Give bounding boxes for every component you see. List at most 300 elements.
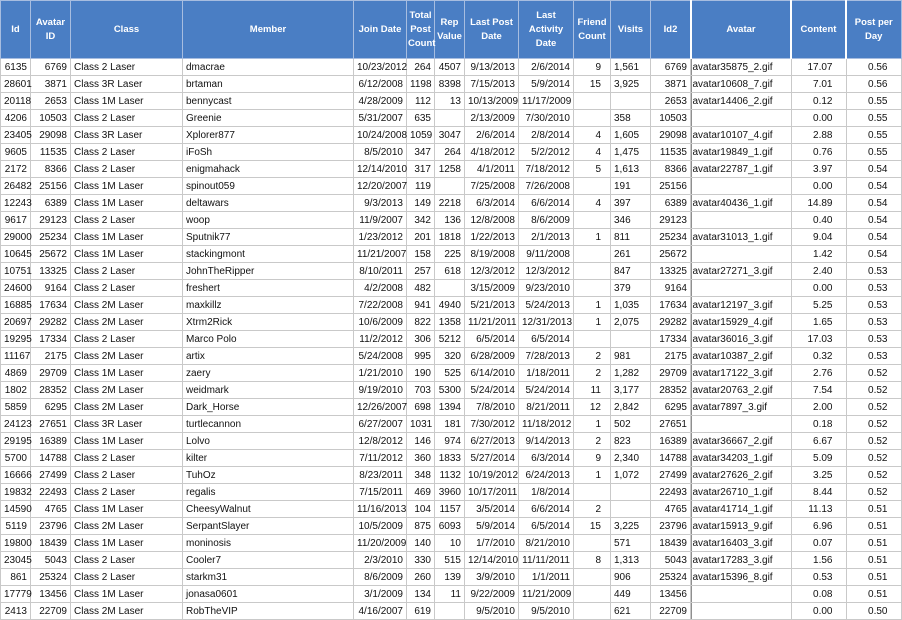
cell-visits[interactable]: 621 [611, 603, 651, 620]
cell-class[interactable]: Class 1M Laser [71, 178, 183, 195]
table-row[interactable] [691, 161, 901, 178]
cell-id[interactable]: 24123 [1, 416, 31, 433]
cell-post-per-day[interactable]: 0.54 [846, 195, 901, 212]
cell-id2[interactable]: 27499 [651, 467, 691, 484]
cell-avatar-id[interactable]: 28352 [31, 382, 71, 399]
cell-class[interactable]: Class 2 Laser [71, 569, 183, 586]
cell-rep-value[interactable] [435, 280, 465, 297]
header-post-per-day[interactable]: Post per Day [846, 1, 901, 59]
cell-last-post-date[interactable]: 5/21/2013 [465, 297, 519, 314]
table-row[interactable] [1, 229, 691, 246]
cell-member[interactable]: deltawars [183, 195, 354, 212]
cell-last-post-date[interactable]: 7/8/2010 [465, 399, 519, 416]
cell-total-post-count[interactable]: 698 [407, 399, 435, 416]
cell-rep-value[interactable]: 10 [435, 535, 465, 552]
cell-rep-value[interactable]: 136 [435, 212, 465, 229]
table-row[interactable] [691, 314, 901, 331]
cell-rep-value[interactable]: 1132 [435, 467, 465, 484]
cell-avatar[interactable]: avatar12197_3.gif [691, 297, 791, 314]
cell-avatar[interactable]: avatar7897_3.gif [691, 399, 791, 416]
cell-post-per-day[interactable]: 0.52 [846, 399, 901, 416]
cell-last-post-date[interactable]: 9/22/2009 [465, 586, 519, 603]
cell-class[interactable]: Class 1M Laser [71, 229, 183, 246]
cell-rep-value[interactable]: 264 [435, 144, 465, 161]
cell-avatar-id[interactable]: 2653 [31, 93, 71, 110]
table-row[interactable] [691, 110, 901, 127]
cell-visits[interactable]: 811 [611, 229, 651, 246]
cell-last-post-date[interactable]: 9/13/2013 [465, 59, 519, 76]
cell-member[interactable]: Greenie [183, 110, 354, 127]
table-row[interactable] [1, 331, 691, 348]
cell-member[interactable]: CheesyWalnut [183, 501, 354, 518]
table-row[interactable] [1, 433, 691, 450]
cell-id2[interactable]: 10503 [651, 110, 691, 127]
cell-member[interactable]: spinout059 [183, 178, 354, 195]
cell-visits[interactable]: 1,282 [611, 365, 651, 382]
table-row[interactable] [691, 127, 901, 144]
cell-id[interactable]: 17779 [1, 586, 31, 603]
cell-avatar-id[interactable]: 29282 [31, 314, 71, 331]
cell-class[interactable]: Class 2M Laser [71, 314, 183, 331]
table-row[interactable] [1, 382, 691, 399]
cell-friend-count[interactable]: 8 [574, 552, 611, 569]
cell-post-per-day[interactable]: 0.51 [846, 569, 901, 586]
cell-last-activity-date[interactable]: 1/8/2014 [519, 484, 574, 501]
cell-total-post-count[interactable]: 1198 [407, 76, 435, 93]
cell-avatar-id[interactable]: 2175 [31, 348, 71, 365]
cell-class[interactable]: Class 3R Laser [71, 416, 183, 433]
cell-member[interactable]: zaery [183, 365, 354, 382]
cell-content[interactable]: 6.96 [791, 518, 846, 535]
cell-visits[interactable]: 1,035 [611, 297, 651, 314]
cell-rep-value[interactable]: 1833 [435, 450, 465, 467]
table-row[interactable] [1, 484, 691, 501]
cell-member[interactable]: stackingmont [183, 246, 354, 263]
cell-member[interactable]: iFoSh [183, 144, 354, 161]
cell-join-date[interactable]: 7/22/2008 [354, 297, 407, 314]
cell-visits[interactable]: 1,561 [611, 59, 651, 76]
header-visits[interactable]: Visits [611, 1, 651, 59]
cell-last-activity-date[interactable]: 9/5/2010 [519, 603, 574, 620]
cell-visits[interactable]: 981 [611, 348, 651, 365]
cell-join-date[interactable]: 4/16/2007 [354, 603, 407, 620]
cell-content[interactable]: 0.07 [791, 535, 846, 552]
cell-id2[interactable]: 6295 [651, 399, 691, 416]
cell-avatar-id[interactable]: 22493 [31, 484, 71, 501]
cell-last-post-date[interactable]: 3/5/2014 [465, 501, 519, 518]
cell-total-post-count[interactable]: 469 [407, 484, 435, 501]
cell-id[interactable]: 29000 [1, 229, 31, 246]
cell-id[interactable]: 16885 [1, 297, 31, 314]
cell-post-per-day[interactable]: 0.53 [846, 331, 901, 348]
cell-last-post-date[interactable]: 7/25/2008 [465, 178, 519, 195]
table-row[interactable] [1, 365, 691, 382]
cell-member[interactable]: kilter [183, 450, 354, 467]
table-row[interactable] [691, 178, 901, 195]
cell-avatar[interactable]: avatar41714_1.gif [691, 501, 791, 518]
cell-avatar-id[interactable]: 4765 [31, 501, 71, 518]
cell-id[interactable]: 29195 [1, 433, 31, 450]
cell-rep-value[interactable]: 8398 [435, 76, 465, 93]
cell-id2[interactable]: 25234 [651, 229, 691, 246]
cell-id[interactable]: 28601 [1, 76, 31, 93]
table-row[interactable] [691, 144, 901, 161]
cell-rep-value[interactable]: 5300 [435, 382, 465, 399]
cell-avatar-id[interactable]: 11535 [31, 144, 71, 161]
cell-visits[interactable]: 502 [611, 416, 651, 433]
header-last-activity-date[interactable]: Last Activity Date [519, 1, 574, 59]
cell-last-post-date[interactable]: 2/6/2014 [465, 127, 519, 144]
cell-content[interactable]: 0.00 [791, 178, 846, 195]
table-row[interactable] [691, 569, 901, 586]
cell-visits[interactable]: 847 [611, 263, 651, 280]
cell-avatar[interactable]: avatar31013_1.gif [691, 229, 791, 246]
cell-last-post-date[interactable]: 12/3/2012 [465, 263, 519, 280]
cell-content[interactable]: 5.25 [791, 297, 846, 314]
cell-avatar-id[interactable]: 25156 [31, 178, 71, 195]
cell-content[interactable]: 0.53 [791, 569, 846, 586]
cell-content[interactable]: 14.89 [791, 195, 846, 212]
table-row[interactable] [1, 127, 691, 144]
cell-avatar-id[interactable]: 17634 [31, 297, 71, 314]
cell-id2[interactable]: 28352 [651, 382, 691, 399]
table-row[interactable] [1, 280, 691, 297]
cell-last-post-date[interactable]: 6/5/2014 [465, 331, 519, 348]
cell-join-date[interactable]: 8/10/2011 [354, 263, 407, 280]
cell-total-post-count[interactable]: 347 [407, 144, 435, 161]
cell-last-activity-date[interactable]: 6/6/2014 [519, 195, 574, 212]
cell-last-activity-date[interactable]: 8/6/2009 [519, 212, 574, 229]
cell-total-post-count[interactable]: 112 [407, 93, 435, 110]
cell-content[interactable]: 9.04 [791, 229, 846, 246]
cell-avatar[interactable] [691, 110, 791, 127]
cell-visits[interactable] [611, 501, 651, 518]
cell-total-post-count[interactable]: 104 [407, 501, 435, 518]
cell-id[interactable]: 9605 [1, 144, 31, 161]
cell-friend-count[interactable] [574, 110, 611, 127]
cell-last-post-date[interactable]: 2/13/2009 [465, 110, 519, 127]
header-avatar[interactable]: Avatar [691, 1, 791, 59]
cell-avatar[interactable]: avatar36016_3.gif [691, 331, 791, 348]
cell-member[interactable]: enigmahack [183, 161, 354, 178]
cell-post-per-day[interactable]: 0.54 [846, 178, 901, 195]
cell-id2[interactable]: 16389 [651, 433, 691, 450]
table-row[interactable] [1, 518, 691, 535]
cell-join-date[interactable]: 6/27/2007 [354, 416, 407, 433]
cell-rep-value[interactable]: 5212 [435, 331, 465, 348]
cell-last-activity-date[interactable]: 5/2/2012 [519, 144, 574, 161]
table-row[interactable] [1, 93, 691, 110]
cell-id2[interactable]: 25156 [651, 178, 691, 195]
cell-member[interactable]: artix [183, 348, 354, 365]
cell-post-per-day[interactable]: 0.51 [846, 501, 901, 518]
cell-last-post-date[interactable]: 5/24/2014 [465, 382, 519, 399]
cell-id[interactable]: 1802 [1, 382, 31, 399]
cell-id[interactable]: 4869 [1, 365, 31, 382]
cell-friend-count[interactable] [574, 263, 611, 280]
cell-class[interactable]: Class 1M Laser [71, 93, 183, 110]
cell-class[interactable]: Class 2M Laser [71, 348, 183, 365]
cell-member[interactable]: Lolvo [183, 433, 354, 450]
cell-join-date[interactable]: 4/28/2009 [354, 93, 407, 110]
cell-id2[interactable]: 27651 [651, 416, 691, 433]
cell-content[interactable]: 2.76 [791, 365, 846, 382]
cell-id2[interactable]: 8366 [651, 161, 691, 178]
cell-avatar-id[interactable]: 5043 [31, 552, 71, 569]
cell-class[interactable]: Class 2 Laser [71, 161, 183, 178]
header-content[interactable]: Content [791, 1, 846, 59]
cell-id[interactable]: 23045 [1, 552, 31, 569]
cell-id2[interactable]: 13325 [651, 263, 691, 280]
table-row[interactable] [1, 399, 691, 416]
table-row[interactable] [691, 195, 901, 212]
cell-class[interactable]: Class 2M Laser [71, 603, 183, 620]
table-row[interactable] [691, 280, 901, 297]
cell-post-per-day[interactable]: 0.51 [846, 552, 901, 569]
cell-avatar-id[interactable]: 29098 [31, 127, 71, 144]
cell-id2[interactable]: 14788 [651, 450, 691, 467]
cell-id[interactable]: 4206 [1, 110, 31, 127]
cell-avatar[interactable]: avatar17283_3.gif [691, 552, 791, 569]
cell-content[interactable]: 0.40 [791, 212, 846, 229]
cell-last-activity-date[interactable]: 12/3/2012 [519, 263, 574, 280]
cell-content[interactable]: 0.08 [791, 586, 846, 603]
cell-avatar[interactable]: avatar19849_1.gif [691, 144, 791, 161]
cell-rep-value[interactable]: 515 [435, 552, 465, 569]
table-row[interactable] [691, 76, 901, 93]
cell-rep-value[interactable]: 181 [435, 416, 465, 433]
cell-total-post-count[interactable]: 140 [407, 535, 435, 552]
table-row[interactable] [1, 161, 691, 178]
cell-join-date[interactable]: 1/23/2012 [354, 229, 407, 246]
cell-total-post-count[interactable]: 260 [407, 569, 435, 586]
cell-content[interactable]: 0.32 [791, 348, 846, 365]
table-row[interactable] [1, 195, 691, 212]
cell-class[interactable]: Class 2 Laser [71, 280, 183, 297]
cell-id2[interactable]: 5043 [651, 552, 691, 569]
cell-avatar[interactable]: avatar36667_2.gif [691, 433, 791, 450]
cell-friend-count[interactable]: 2 [574, 365, 611, 382]
cell-visits[interactable]: 191 [611, 178, 651, 195]
cell-id[interactable]: 10751 [1, 263, 31, 280]
cell-post-per-day[interactable]: 0.54 [846, 246, 901, 263]
cell-last-activity-date[interactable]: 1/1/2011 [519, 569, 574, 586]
cell-class[interactable]: Class 3R Laser [71, 76, 183, 93]
cell-content[interactable]: 0.00 [791, 603, 846, 620]
table-row[interactable] [1, 314, 691, 331]
cell-visits[interactable]: 261 [611, 246, 651, 263]
cell-id2[interactable]: 9164 [651, 280, 691, 297]
cell-id2[interactable]: 25672 [651, 246, 691, 263]
cell-join-date[interactable]: 3/1/2009 [354, 586, 407, 603]
cell-content[interactable]: 7.01 [791, 76, 846, 93]
cell-content[interactable]: 17.07 [791, 59, 846, 76]
cell-avatar[interactable]: avatar26710_1.gif [691, 484, 791, 501]
cell-content[interactable]: 2.88 [791, 127, 846, 144]
cell-visits[interactable]: 823 [611, 433, 651, 450]
cell-join-date[interactable]: 11/20/2009 [354, 535, 407, 552]
cell-id[interactable]: 5859 [1, 399, 31, 416]
cell-last-activity-date[interactable]: 5/24/2014 [519, 382, 574, 399]
cell-member[interactable]: RobTheVIP [183, 603, 354, 620]
cell-id2[interactable]: 23796 [651, 518, 691, 535]
table-row[interactable] [1, 144, 691, 161]
table-row[interactable] [1, 76, 691, 93]
cell-friend-count[interactable]: 15 [574, 518, 611, 535]
cell-friend-count[interactable] [574, 178, 611, 195]
cell-post-per-day[interactable]: 0.52 [846, 450, 901, 467]
cell-id2[interactable]: 29709 [651, 365, 691, 382]
cell-avatar[interactable]: avatar16403_3.gif [691, 535, 791, 552]
cell-member[interactable]: maxkillz [183, 297, 354, 314]
cell-id2[interactable]: 4765 [651, 501, 691, 518]
cell-member[interactable]: SerpantSlayer [183, 518, 354, 535]
cell-join-date[interactable]: 4/2/2008 [354, 280, 407, 297]
cell-member[interactable]: Sputnik77 [183, 229, 354, 246]
cell-avatar[interactable]: avatar34203_1.gif [691, 450, 791, 467]
cell-total-post-count[interactable]: 330 [407, 552, 435, 569]
cell-join-date[interactable]: 9/3/2013 [354, 195, 407, 212]
cell-friend-count[interactable]: 1 [574, 229, 611, 246]
cell-id2[interactable]: 2653 [651, 93, 691, 110]
header-class[interactable]: Class [71, 1, 183, 59]
table-row[interactable] [691, 263, 901, 280]
cell-last-activity-date[interactable]: 9/23/2010 [519, 280, 574, 297]
cell-join-date[interactable]: 12/8/2012 [354, 433, 407, 450]
cell-total-post-count[interactable]: 264 [407, 59, 435, 76]
table-row[interactable] [691, 467, 901, 484]
cell-id2[interactable]: 22493 [651, 484, 691, 501]
cell-last-activity-date[interactable]: 7/26/2008 [519, 178, 574, 195]
cell-visits[interactable]: 1,313 [611, 552, 651, 569]
cell-class[interactable]: Class 1M Laser [71, 365, 183, 382]
cell-visits[interactable]: 1,072 [611, 467, 651, 484]
cell-rep-value[interactable]: 1157 [435, 501, 465, 518]
cell-friend-count[interactable] [574, 93, 611, 110]
cell-friend-count[interactable]: 2 [574, 501, 611, 518]
table-row[interactable] [691, 501, 901, 518]
cell-avatar[interactable]: avatar20763_2.gif [691, 382, 791, 399]
cell-member[interactable]: Xtrm2Rick [183, 314, 354, 331]
cell-rep-value[interactable] [435, 178, 465, 195]
cell-class[interactable]: Class 2M Laser [71, 518, 183, 535]
cell-avatar-id[interactable]: 13456 [31, 586, 71, 603]
cell-rep-value[interactable]: 1394 [435, 399, 465, 416]
cell-member[interactable]: JohnTheRipper [183, 263, 354, 280]
cell-visits[interactable]: 1,613 [611, 161, 651, 178]
cell-post-per-day[interactable]: 0.52 [846, 365, 901, 382]
table-row[interactable] [1, 297, 691, 314]
cell-class[interactable]: Class 2M Laser [71, 297, 183, 314]
cell-last-activity-date[interactable]: 2/6/2014 [519, 59, 574, 76]
cell-last-post-date[interactable]: 5/9/2014 [465, 518, 519, 535]
cell-avatar-id[interactable]: 9164 [31, 280, 71, 297]
table-row[interactable] [691, 365, 901, 382]
cell-join-date[interactable]: 2/3/2010 [354, 552, 407, 569]
cell-avatar-id[interactable]: 13325 [31, 263, 71, 280]
table-row[interactable] [691, 416, 901, 433]
cell-post-per-day[interactable]: 0.53 [846, 263, 901, 280]
cell-visits[interactable]: 379 [611, 280, 651, 297]
header-id2[interactable]: Id2 [651, 1, 691, 59]
cell-content[interactable]: 0.18 [791, 416, 846, 433]
cell-last-post-date[interactable]: 6/28/2009 [465, 348, 519, 365]
cell-friend-count[interactable]: 1 [574, 297, 611, 314]
table-row[interactable] [1, 467, 691, 484]
cell-avatar[interactable] [691, 212, 791, 229]
cell-rep-value[interactable]: 139 [435, 569, 465, 586]
cell-post-per-day[interactable]: 0.54 [846, 161, 901, 178]
cell-total-post-count[interactable]: 149 [407, 195, 435, 212]
cell-total-post-count[interactable]: 482 [407, 280, 435, 297]
cell-content[interactable]: 2.40 [791, 263, 846, 280]
cell-total-post-count[interactable]: 875 [407, 518, 435, 535]
cell-avatar-id[interactable]: 29709 [31, 365, 71, 382]
cell-member[interactable]: regalis [183, 484, 354, 501]
cell-last-activity-date[interactable]: 5/9/2014 [519, 76, 574, 93]
cell-join-date[interactable]: 5/31/2007 [354, 110, 407, 127]
cell-last-post-date[interactable]: 4/1/2011 [465, 161, 519, 178]
cell-avatar-id[interactable]: 14788 [31, 450, 71, 467]
cell-friend-count[interactable] [574, 484, 611, 501]
table-row[interactable] [691, 382, 901, 399]
cell-last-activity-date[interactable]: 1/18/2011 [519, 365, 574, 382]
cell-rep-value[interactable] [435, 603, 465, 620]
cell-id2[interactable]: 29123 [651, 212, 691, 229]
cell-avatar-id[interactable]: 22709 [31, 603, 71, 620]
header-member[interactable]: Member [183, 1, 354, 59]
table-row[interactable] [1, 416, 691, 433]
cell-last-activity-date[interactable]: 6/3/2014 [519, 450, 574, 467]
cell-content[interactable]: 3.97 [791, 161, 846, 178]
cell-avatar[interactable]: avatar15929_4.gif [691, 314, 791, 331]
cell-member[interactable]: Marco Polo [183, 331, 354, 348]
table-row[interactable] [691, 297, 901, 314]
header-rep-value[interactable]: Rep Value [435, 1, 465, 59]
cell-total-post-count[interactable]: 146 [407, 433, 435, 450]
cell-class[interactable]: Class 2 Laser [71, 144, 183, 161]
table-row[interactable] [1, 586, 691, 603]
cell-content[interactable]: 3.25 [791, 467, 846, 484]
table-row[interactable] [1, 110, 691, 127]
cell-rep-value[interactable]: 2218 [435, 195, 465, 212]
cell-id[interactable]: 19800 [1, 535, 31, 552]
cell-id2[interactable]: 29282 [651, 314, 691, 331]
cell-visits[interactable]: 1,605 [611, 127, 651, 144]
cell-avatar[interactable]: avatar27271_3.gif [691, 263, 791, 280]
cell-join-date[interactable]: 10/23/2012 [354, 59, 407, 76]
cell-last-activity-date[interactable]: 9/11/2008 [519, 246, 574, 263]
cell-id[interactable]: 24600 [1, 280, 31, 297]
cell-content[interactable]: 0.00 [791, 110, 846, 127]
table-row[interactable] [691, 433, 901, 450]
cell-last-activity-date[interactable]: 6/6/2014 [519, 501, 574, 518]
cell-last-post-date[interactable]: 6/3/2014 [465, 195, 519, 212]
cell-id[interactable]: 861 [1, 569, 31, 586]
table-row[interactable] [691, 552, 901, 569]
cell-rep-value[interactable] [435, 110, 465, 127]
cell-rep-value[interactable]: 618 [435, 263, 465, 280]
cell-total-post-count[interactable]: 619 [407, 603, 435, 620]
cell-post-per-day[interactable]: 0.55 [846, 110, 901, 127]
cell-avatar[interactable]: avatar10387_2.gif [691, 348, 791, 365]
cell-total-post-count[interactable]: 190 [407, 365, 435, 382]
cell-last-post-date[interactable]: 6/14/2010 [465, 365, 519, 382]
cell-class[interactable]: Class 1M Laser [71, 433, 183, 450]
cell-friend-count[interactable]: 9 [574, 450, 611, 467]
cell-join-date[interactable]: 5/24/2008 [354, 348, 407, 365]
cell-rep-value[interactable]: 974 [435, 433, 465, 450]
